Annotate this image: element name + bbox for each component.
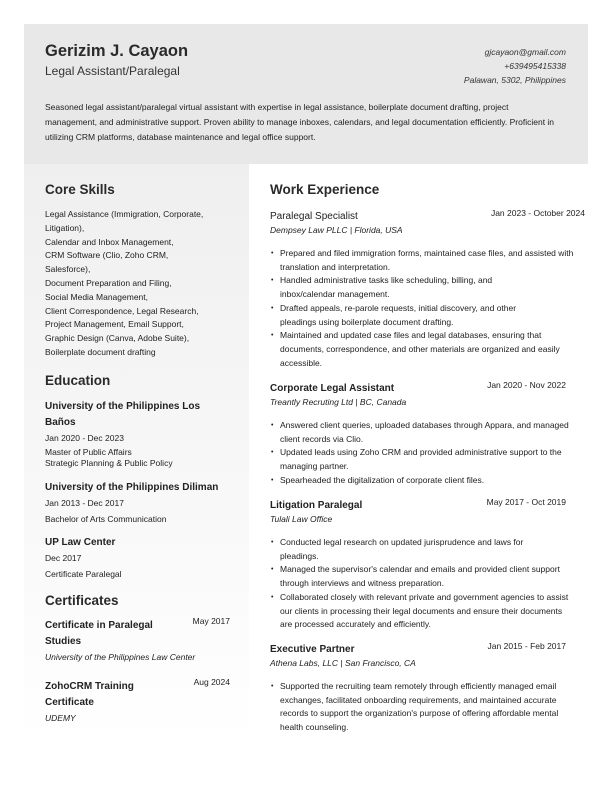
job-dates: Jan 2020 - Nov 2022 [487,380,566,390]
edu-dates: Jan 2020 - Dec 2023 [45,433,124,443]
education-entry [45,535,240,581]
school-name: University of the Philippines Los Baños [45,401,201,428]
job-bullet: • Prepared and filed immigration forms, maintained case files, and assisted with translation and interpretation. [280,247,575,274]
job-bullet: • Drafted appeals, re-parole requests, initial discovery, and other pleadings using boilerplate document drafting. [280,302,545,329]
job-entry [270,382,588,488]
candidate-role: Legal Assistant/Paralegal [45,64,180,78]
edu-dates: Dec 2017 [45,553,82,563]
job-entry [270,643,588,735]
job-bullet: • Spearheaded the digitalization of corporate client files. [280,474,575,488]
job-bullets [270,247,575,370]
certificate-entry [45,618,230,664]
skills-list [45,208,235,360]
job-bullet: • Supported the recruiting team remotely through efficiently managed email exchanges, facilitated onboarding requirements, and maintained accurate records to support the organization's purpose of offering affordable mental health counseling. [280,680,575,735]
job-dates: May 2017 - Oct 2019 [486,497,566,507]
certificate-issuer: University of the Philippines Law Center [45,652,196,662]
job-bullets [270,536,575,632]
location: Palawan, 5302, Philippines [463,75,566,85]
candidate-name: Gerizim J. Cayaon [45,42,189,60]
job-bullet: • Handled administrative tasks like scheduling, billing, and inbox/calendar management. [280,274,525,301]
edu-dates: Jan 2013 - Dec 2017 [45,498,124,508]
job-bullet: • Maintained and updated case files and legal databases, ensuring that documents, correspondence, and other materials are organized and easily accessible. [280,329,575,370]
education-heading: Education [45,373,111,388]
job-title: Litigation Paralegal [270,500,363,511]
education-entry [45,399,220,469]
skill-item: Boilerplate document drafting [45,346,156,357]
job-entry [270,499,588,632]
job-bullet: • Conducted legal research on updated jurisprudence and laws for pleadings. [280,536,560,563]
certificate-title: ZohoCRM Training Certificate [45,681,134,708]
certificate-title: Certificate in Paralegal Studies [45,620,153,647]
degree-detail: Strategic Planning & Public Policy [45,458,173,468]
job-bullet: • Answered client queries, uploaded databases through Appara, and managed client records via Clio. [280,419,575,446]
job-dates: Jan 2023 - October 2024 [490,208,585,218]
summary: Seasoned legal assistant/paralegal virtual assistant with expertise in legal assistance, boilerplate document drafting, project management, and administrative support. Proven ability to manage inboxes, calendars, and legal documentation efficiently. Proficient in utilizing CRM platforms, database maintenance and legal office support. [45,102,555,142]
skill-item: Document Preparation and Filing, [45,277,172,288]
job-dates: Jan 2015 - Feb 2017 [487,641,566,651]
job-bullets [270,680,575,735]
skill-item: Client Correspondence, Legal Research, [45,305,199,316]
certificate-date: May 2017 [192,616,230,626]
skill-item: Graphic Design (Canva, Adobe Suite), [45,333,190,344]
job-bullet: • Collaborated closely with relevant private and government agencies to assist our clients in processing their legal documents and ensure their documents are processed accurately and efficiently. [280,591,575,632]
skill-item: Social Media Management, [45,291,149,302]
job-company: Tulali Law Office [270,514,333,524]
job-entry [270,210,588,370]
skill-item: CRM Software (Clio, Zoho CRM, Salesforce), [45,250,169,275]
certificate-date: Aug 2024 [193,677,230,687]
job-title: Executive Partner [270,644,355,655]
certificates-heading: Certificates [45,593,119,608]
job-company: Athena Labs, LLC | San Francisco, CA [270,658,416,668]
job-title: Paralegal Specialist [270,211,358,222]
degree: Master of Public Affairs [45,447,132,457]
job-company: Dempsey Law PLLC | Florida, USA [270,225,403,235]
phone: +639495415338 [504,61,566,71]
contact-info [464,45,566,87]
job-title: Corporate Legal Assistant [270,383,395,394]
education-entry [45,480,240,526]
job-bullet: • Updated leads using Zoho CRM and provided administrative support to the managing partner. [280,446,575,473]
job-bullets [270,419,575,488]
skill-item: Legal Assistance (Immigration, Corporate, Litigation), [45,209,204,233]
certificate-issuer: UDEMY [45,713,76,723]
school-name: University of the Philippines Diliman [45,482,219,493]
skill-item: Calendar and Inbox Management, [45,236,174,247]
school-name: UP Law Center [45,537,116,548]
experience-heading: Work Experience [270,182,380,197]
skill-item: Project Management, Email Support, [45,319,184,330]
email[interactable]: gjcayaon@gmail.com [484,47,566,57]
skills-heading: Core Skills [45,182,115,197]
degree: Certificate Paralegal [45,569,122,579]
degree: Bachelor of Arts Communication [45,514,167,524]
job-bullet: • Managed the supervisor's calendar and emails and provided client support through interviews and witness preparation. [280,563,575,590]
certificate-entry [45,679,230,725]
job-company: Treantly Recruting Ltd | BC, Canada [270,397,407,407]
